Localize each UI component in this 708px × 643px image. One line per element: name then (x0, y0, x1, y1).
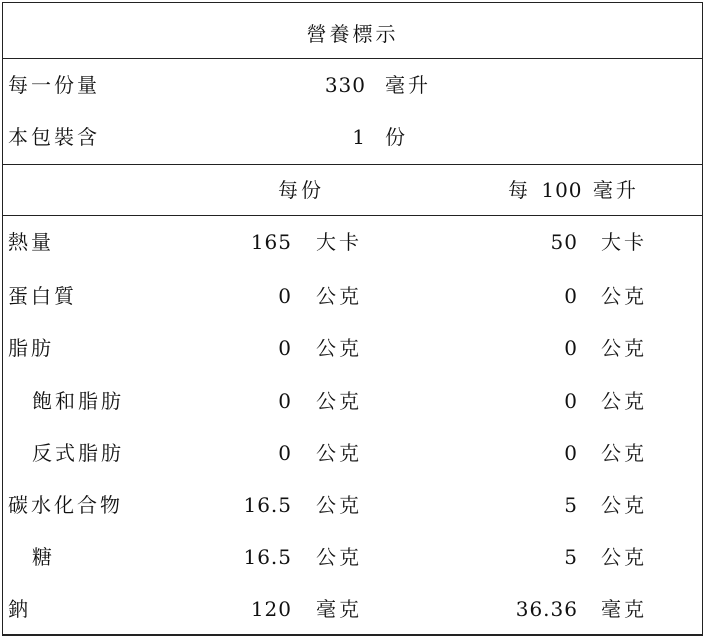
per-100-unit: 毫克 (601, 597, 647, 621)
per-serving-unit: 公克 (316, 493, 362, 517)
per-100-value: 100 (541, 178, 583, 202)
per-100-value: 0 (564, 284, 578, 308)
divider-columns-top (2, 164, 703, 165)
nutrient-name: 反式脂肪 (32, 441, 124, 465)
serving-size-value: 330 (324, 73, 366, 97)
per-100-unit: 毫升 (592, 178, 639, 202)
per-serving-unit: 公克 (316, 284, 362, 308)
per-serving-value: 16.5 (243, 493, 292, 517)
per-100-unit: 公克 (601, 389, 647, 413)
divider-title (2, 58, 703, 59)
per-100-unit: 公克 (601, 284, 647, 308)
per-100-prefix: 每 (508, 178, 531, 202)
per-serving-value: 120 (250, 597, 292, 621)
divider-columns-bottom (2, 215, 703, 216)
per-100-unit: 公克 (601, 336, 647, 360)
servings-per-package-value: 1 (352, 125, 366, 149)
column-header-per-100 (508, 178, 639, 202)
nutrient-name: 蛋白質 (8, 284, 77, 308)
per-serving-value: 165 (250, 230, 292, 254)
per-serving-value: 16.5 (243, 545, 292, 569)
per-100-value: 5 (564, 545, 578, 569)
per-100-value: 0 (564, 441, 578, 465)
nutrient-name: 碳水化合物 (8, 493, 123, 517)
nutrient-name: 鈉 (8, 597, 31, 621)
per-100-value: 50 (550, 230, 578, 254)
per-serving-unit: 公克 (316, 336, 362, 360)
per-serving-unit: 毫克 (316, 597, 362, 621)
per-serving-unit: 大卡 (316, 230, 362, 254)
label-title: 營養標示 (306, 22, 399, 46)
serving-size-label: 每一份量 (8, 73, 100, 97)
servings-per-package-unit: 份 (385, 125, 408, 149)
per-serving-value: 0 (278, 389, 292, 413)
per-100-unit: 大卡 (601, 230, 647, 254)
servings-per-package-label: 本包裝含 (8, 125, 100, 149)
serving-size-unit: 毫升 (385, 73, 431, 97)
per-serving-value: 0 (278, 441, 292, 465)
per-100-unit: 公克 (601, 545, 647, 569)
per-100-value: 0 (564, 336, 578, 360)
per-100-value: 36.36 (515, 597, 578, 621)
per-100-value: 0 (564, 389, 578, 413)
nutrient-name: 熱量 (8, 230, 54, 254)
nutrient-name: 糖 (32, 545, 55, 569)
nutrition-label (2, 2, 703, 636)
nutrient-name: 脂肪 (8, 336, 54, 360)
nutrient-name: 飽和脂肪 (32, 389, 124, 413)
per-serving-unit: 公克 (316, 545, 362, 569)
per-100-value: 5 (564, 493, 578, 517)
per-serving-value: 0 (278, 336, 292, 360)
per-100-unit: 公克 (601, 493, 647, 517)
column-header-per-serving: 每份 (278, 178, 324, 202)
per-serving-value: 0 (278, 284, 292, 308)
per-100-unit: 公克 (601, 441, 647, 465)
per-serving-unit: 公克 (316, 389, 362, 413)
per-serving-unit: 公克 (316, 441, 362, 465)
